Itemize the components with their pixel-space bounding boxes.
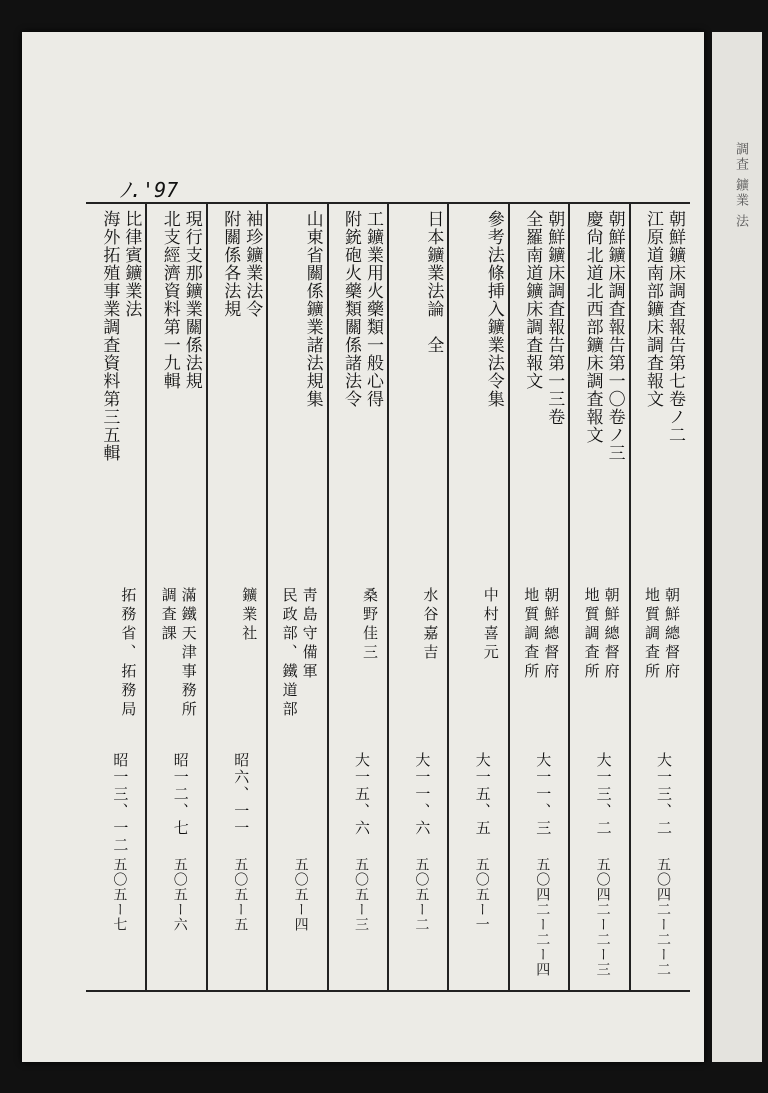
entry-date: 大一一、三 xyxy=(534,752,553,837)
entry-subtitle: 慶尙北道北西部鑛床調査報文 xyxy=(582,210,603,444)
entry-date: 昭一三、一二 xyxy=(111,752,130,854)
entry-date: 大一三、二 xyxy=(655,752,673,837)
entry-author-line2: 民政部、鐵道部 xyxy=(280,587,299,720)
adjacent-page-text: 調査 鑛業 法 xyxy=(733,142,748,230)
entry-title: 袖珍鑛業法令 xyxy=(242,210,263,318)
column-divider xyxy=(629,202,631,992)
entry-author: 靑島守備軍 xyxy=(300,587,319,682)
column-divider xyxy=(145,202,147,992)
column-divider xyxy=(508,202,510,992)
entry-date: 大一五、五 xyxy=(473,752,492,837)
entry-title: 朝鮮鑛床調査報告第一〇卷ノ三 xyxy=(604,210,625,462)
entry-title: 日本鑛業法論 全 xyxy=(423,210,444,354)
entry-call-number: 五〇四二ー二ー二 xyxy=(655,857,671,977)
entry-author: 鑛業社 xyxy=(240,587,259,644)
entry-title: 比律賓鑛業法 xyxy=(121,210,142,318)
entry-author-line2: 地質調査所 xyxy=(522,587,541,682)
column-divider xyxy=(327,202,329,992)
entry-author: 朝鮮總督府 xyxy=(602,587,621,682)
column-divider xyxy=(568,202,570,992)
entry-author: 中村喜元 xyxy=(481,587,500,663)
entry-title: 現行支那鑛業關係法規 xyxy=(181,210,202,390)
entry-date: 大一三、二 xyxy=(594,752,613,837)
entry-call-number: 五〇五ー六 xyxy=(171,857,188,932)
entry-subtitle: 北支經濟資料第一九輯 xyxy=(159,210,180,390)
entry-title: 朝鮮鑛床調査報告第七卷ノ二 xyxy=(665,210,685,444)
entry-author-line2: 地質調査所 xyxy=(582,587,601,682)
entry-author-line2: 調査課 xyxy=(159,587,178,644)
entry-title: 山東省關係鑛業諸法規集 xyxy=(302,210,323,408)
column-divider xyxy=(387,202,389,992)
catalog-page xyxy=(22,32,704,1062)
entry-call-number: 五〇四二ー二ー三 xyxy=(594,857,611,977)
entry-title: 參考法條挿入鑛業法令集 xyxy=(483,210,504,408)
entry-call-number: 五〇四二ー二ー四 xyxy=(534,857,551,977)
entry-subtitle: 全羅南道鑛床調査報文 xyxy=(522,210,543,390)
adjacent-page-edge xyxy=(712,32,762,1062)
entry-call-number: 五〇五ー一 xyxy=(473,857,490,932)
column-divider xyxy=(447,202,449,992)
entry-call-number: 五〇五ー三 xyxy=(353,857,369,932)
entry-call-number: 五〇五ー二 xyxy=(413,857,430,932)
entry-title: 工鑛業用火藥類一般心得 xyxy=(363,210,383,408)
page-number: ﾉ.'97 xyxy=(120,178,179,202)
entry-author: 桑野佳三 xyxy=(361,587,379,663)
entry-title: 朝鮮鑛床調査報告第一三卷 xyxy=(544,210,565,426)
entry-author: 拓務省、拓務局 xyxy=(119,587,138,720)
entry-subtitle: 海外拓殖事業調査資料第三五輯 xyxy=(99,210,120,462)
entry-date: 昭一二、七 xyxy=(171,752,190,837)
column-divider xyxy=(266,202,268,992)
column-divider xyxy=(206,202,208,992)
entry-call-number: 五〇五ー七 xyxy=(111,857,128,932)
entry-date: 大一五、六 xyxy=(353,752,371,837)
entry-author: 滿鐵天津事務所 xyxy=(179,587,198,720)
entry-call-number: 五〇五ー四 xyxy=(292,857,309,932)
entry-author: 水谷嘉吉 xyxy=(421,587,440,663)
entry-author: 朝鮮總督府 xyxy=(663,587,681,682)
entry-author: 朝鮮總督府 xyxy=(542,587,561,682)
catalog-table xyxy=(86,202,690,992)
entry-date: 昭六、一一 xyxy=(232,752,251,837)
entry-author-line2: 地質調査所 xyxy=(643,587,661,682)
entry-subtitle: 附銃砲火藥類關係諸法令 xyxy=(341,210,361,408)
entry-subtitle: 附關係各法規 xyxy=(220,210,241,318)
entry-date: 大一一、六 xyxy=(413,752,432,837)
entry-call-number: 五〇五ー五 xyxy=(232,857,249,932)
entry-subtitle: 江原道南部鑛床調査報文 xyxy=(643,210,663,408)
